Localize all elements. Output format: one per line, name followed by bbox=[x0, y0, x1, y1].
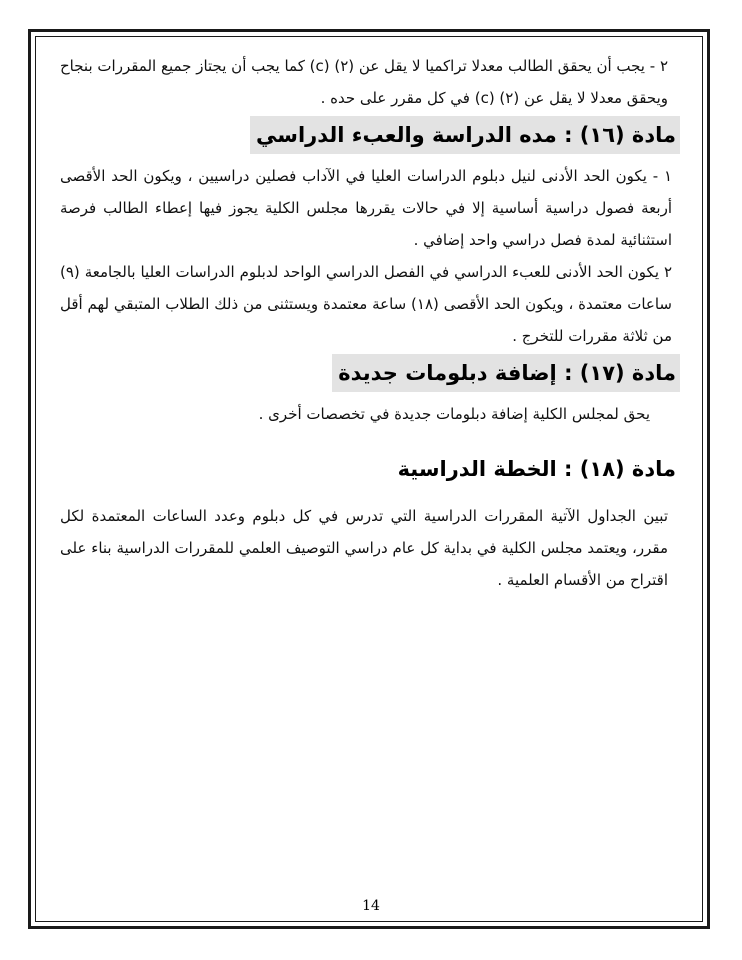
article-15-paragraph-2: ٢ - يجب أن يحقق الطالب معدلا تراكميا لا يقل عن (٢) (c) كما يجب أن يجتاز جميع المقررات بنجاح ويحقق معدلا لا يقل عن (٢) (c) في كل مقرر على حده . bbox=[60, 57, 669, 107]
article-16-paragraph-1: ١ - يكون الحد الأدنى لنيل دبلوم الدراسات العليا في الآداب فصلين دراسيين ، ويكون الحد الأقصى أربعة فصول دراسية أساسية إلا في حالات يقررها مجلس الكلية يجوز فيها إعطاء الطالب فرصة استثنائية لمدة فصل دراسي واحد إضافي . bbox=[60, 167, 672, 249]
article-17-heading-wrap bbox=[60, 352, 680, 398]
article-16-heading: مادة (١٦) : مده الدراسة والعبء الدراسي bbox=[250, 116, 680, 154]
page-number: 14 bbox=[362, 898, 380, 914]
article-16-heading-wrap bbox=[60, 114, 680, 160]
article-17-paragraph-1: يحق لمجلس الكلية إضافة دبلومات جديدة في تخصصات أخرى . bbox=[258, 405, 650, 423]
article-17-heading: مادة (١٧) : إضافة دبلومات جديدة bbox=[332, 354, 680, 392]
article-18-paragraph-1: تبين الجداول الآتية المقررات الدراسية التي تدرس في كل دبلوم وعدد الساعات المعتمدة لكل مقرر، ويعتمد مجلس الكلية في بداية كل عام دراسي التوصيف العلمي للمقررات الدراسية بناء على اقتراح من الأقسام العلمية . bbox=[60, 507, 668, 589]
document-body bbox=[60, 50, 680, 596]
article-18-heading: مادة (١٨) : الخطة الدراسية bbox=[397, 457, 676, 481]
article-16-paragraph-2: ٢ يكون الحد الأدنى للعبء الدراسي في الفصل الدراسي الواحد لدبلوم الدراسات العليا بالجامعة (٩) ساعات معتمدة ، ويكون الحد الأقصى (١٨) ساعة معتمدة ويستثنى من ذلك الطلاب المتبقي لهم أقل من ثلاثة مقررات للتخرج . bbox=[60, 263, 673, 345]
article-18-heading-wrap bbox=[60, 448, 680, 494]
